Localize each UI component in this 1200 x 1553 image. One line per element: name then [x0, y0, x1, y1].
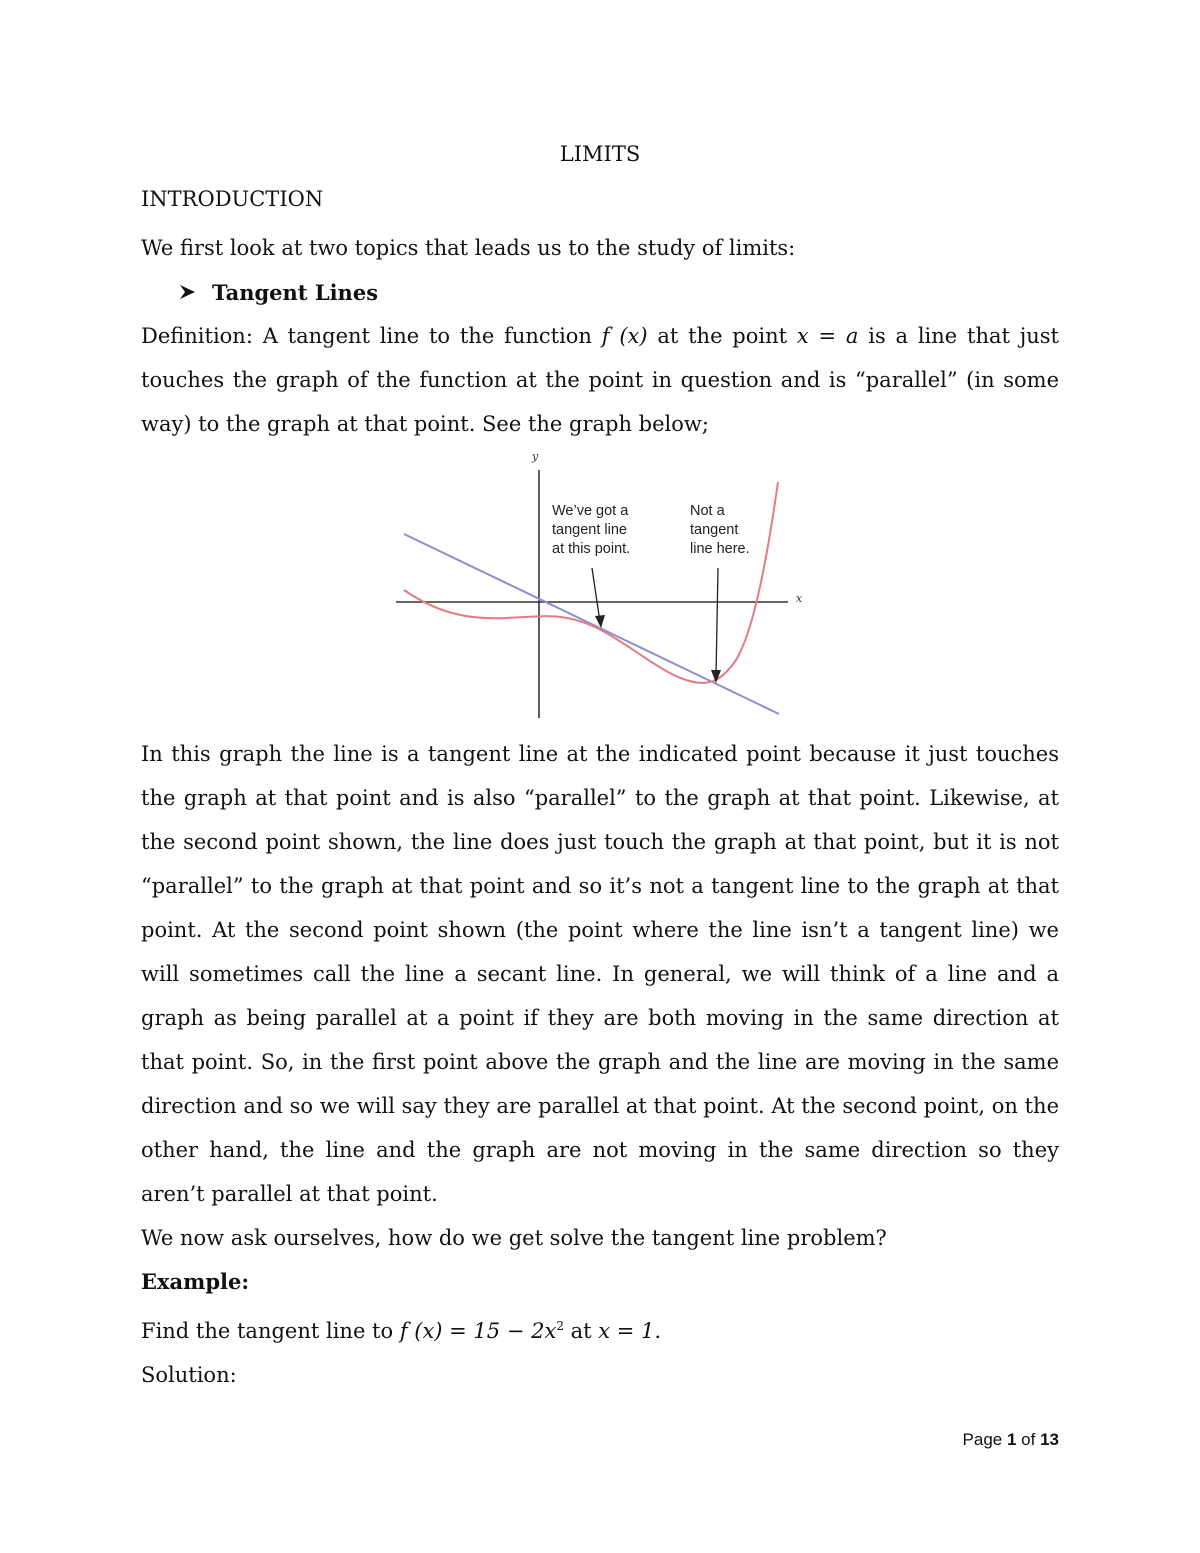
footer-page-total: 13: [1040, 1430, 1059, 1449]
explanation-paragraph: In this graph the line is a tangent line at the indicated point because it just touches the graph at that point and is also “parallel” to the graph at that point. Likewise, at the second point shown, the line does just touch the graph at that point, but it is not “parallel” to the graph at that point and so it’s not a tangent line to the graph at that point. At the second point shown (the point where the line isn’t a tangent line) we will sometimes call the line a secant line. In general, we will think of a line and a graph as being parallel at a point if they are both moving in the same direction at that point. So, in the first point above the graph and the line are moving in the same direction and so we will say they are parallel at that point. At the second point, on the other hand, the line and the graph are not moving in the same direction so they aren’t parallel at that point.: [141, 742, 1059, 1206]
x-axis-label: x: [796, 592, 803, 605]
secant-tangent-line: [404, 534, 779, 714]
example-text-2: at: [563, 1319, 599, 1343]
page-title: LIMITS: [559, 142, 641, 166]
footer-page-word: Page: [962, 1430, 1007, 1449]
example-text-3: .: [654, 1319, 662, 1343]
arrowhead-bullet-icon: [179, 284, 199, 300]
callout-not-tangent: Not a tangent line here.: [690, 503, 750, 557]
secant-point-arrow: [716, 568, 718, 676]
example-exponent: 2: [556, 1319, 564, 1333]
page-footer: [963, 1430, 1059, 1450]
example-text-1: Find the tangent line to: [141, 1319, 400, 1343]
tangent-point-arrow: [592, 568, 600, 622]
bullet-item-tangent-lines: [141, 270, 1059, 314]
intro-text: We first look at two topics that leads us to the study of limits:: [141, 236, 796, 260]
definition-text-3: is a line that just touches the graph of the function at the point in question and is “parallel” (in some way) to the graph at that point. See the graph below;: [141, 324, 1059, 436]
definition-text-1: Definition: A tangent line to the function: [141, 324, 602, 348]
page-content: [141, 138, 1059, 1397]
definition-function-notation: f (x): [601, 324, 648, 348]
example-heading: Example:: [141, 1269, 250, 1294]
definition-point-notation: x = a: [796, 324, 859, 348]
tangent-line-graph: [396, 450, 816, 720]
definition-text-2: at the point: [647, 324, 797, 348]
example-function: f (x) = 15 − 2x: [399, 1319, 557, 1343]
question-text: We now ask ourselves, how do we get solve the tangent line problem?: [141, 1226, 887, 1250]
y-axis-label: y: [532, 450, 539, 463]
example-text: [141, 1304, 1059, 1353]
callout-tangent: We’ve got a tangent line at this point.: [552, 503, 631, 557]
example-point: x = 1: [598, 1319, 655, 1343]
definition-paragraph: [141, 314, 1059, 446]
bullet-label: Tangent Lines: [212, 279, 379, 305]
section-heading: INTRODUCTION: [141, 187, 324, 211]
tangent-line-figure: [396, 450, 816, 720]
solution-label: Solution:: [141, 1363, 237, 1387]
footer-page-number: 1: [1006, 1430, 1017, 1449]
footer-of-word: of: [1016, 1430, 1041, 1449]
